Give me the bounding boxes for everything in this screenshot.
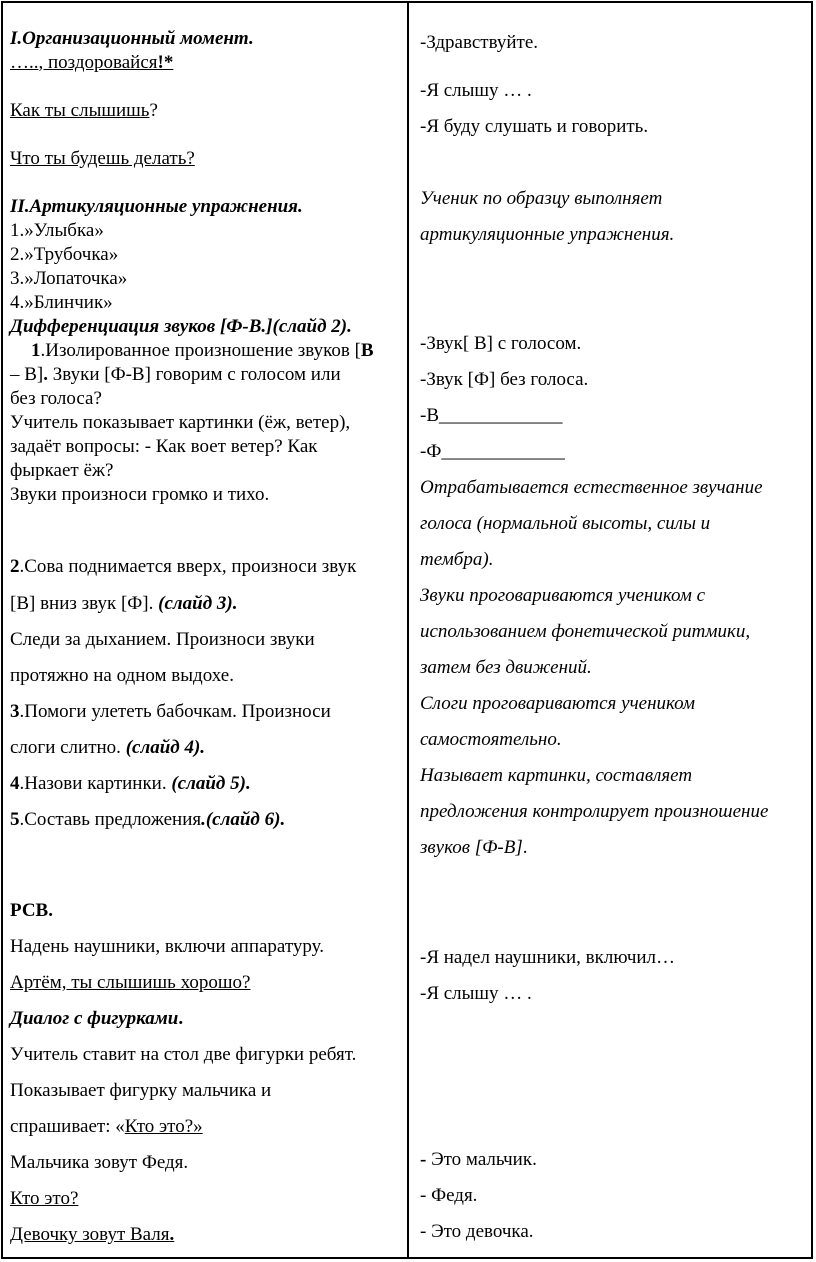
- org-moment-heading: I.Организационный момент.: [10, 28, 254, 49]
- exercise-4: 4.»Блинчик»: [10, 292, 113, 313]
- resp-boy-dash: -: [420, 1149, 432, 1170]
- resp-syllables-2: самостоятельно.: [420, 729, 562, 750]
- dialog-line4: Мальчика зовут Федя.: [10, 1152, 189, 1173]
- step5-text: .Составь предложения: [19, 809, 202, 830]
- resp-hear-2: -Я слышу … .: [420, 983, 532, 1004]
- exercise-3: 3.»Лопаточка»: [10, 268, 128, 289]
- step1-line7: Звуки произноси громко и тихо.: [10, 484, 270, 505]
- dialog-line6-dot: .: [169, 1224, 175, 1245]
- step4-number: 4: [10, 773, 20, 794]
- dialog-heading: [10, 1007, 183, 1031]
- dialog-line1: Учитель ставит на стол две фигурки ребят.: [10, 1044, 357, 1065]
- step1-line3: без голоса?: [10, 388, 102, 409]
- differentiation-heading: Дифференциация звуков [Ф-В.](слайд 2).: [10, 316, 352, 337]
- dialog-line6-text: Девочку зовут Валя: [10, 1224, 170, 1245]
- step3-slide: (слайд 4).: [125, 737, 206, 758]
- resp-fedya: - Федя.: [420, 1185, 478, 1206]
- step1-text-c: – В]: [10, 364, 44, 385]
- greeting-line: [10, 51, 173, 75]
- resp-hear: -Я слышу … .: [420, 80, 532, 101]
- resp-sound-f: -Звук [Ф] без голоса.: [420, 369, 589, 390]
- step2-text-a: .Сова поднимается вверх, произноси звук: [19, 556, 357, 577]
- greeting-mark: !*: [157, 52, 174, 73]
- resp-syllables-1: Слоги проговариваются учеником: [420, 693, 696, 714]
- articulation-heading: II.Артикуляционные упражнения.: [10, 196, 303, 217]
- resp-sound-v: -Звук[ В] с голосом.: [420, 333, 582, 354]
- rsv-line1: Надень наушники, включи аппаратуру.: [10, 936, 325, 957]
- step2-slide: (слайд 3).: [158, 593, 238, 614]
- dialog-line3: [10, 1115, 203, 1139]
- resp-will: -Я буду слушать и говорить.: [420, 116, 649, 137]
- step1-line1: [31, 339, 374, 363]
- resp-headphones: -Я надел наушники, включил…: [420, 947, 676, 968]
- step2-number: 2: [10, 556, 20, 577]
- greeting-dots: …..: [10, 52, 39, 73]
- step3-text-b: слоги слитно.: [10, 737, 126, 758]
- step3-line1: [10, 700, 331, 724]
- question-hear-text: Как ты слышишь: [10, 100, 150, 121]
- step3-text-a: .Помоги улететь бабочкам. Произноси: [19, 701, 331, 722]
- exercise-1: 1.»Улыбка»: [10, 220, 104, 241]
- resp-pictures-3: [420, 836, 528, 860]
- resp-pictures-3-text: звуков [Ф-В]: [420, 837, 523, 858]
- rsv-line2: Артём, ты слышишь хорошо?: [10, 972, 251, 993]
- resp-artic-2: артикуляционные упражнения.: [420, 224, 675, 245]
- step4-text: .Назови картинки.: [19, 773, 172, 794]
- step2-line3: Следи за дыханием. Произноси звуки: [10, 629, 315, 650]
- question-hear: [10, 99, 158, 123]
- resp-rhythm-3: затем без движений.: [420, 657, 592, 678]
- step2-text-b: [В] вниз звук [Ф].: [10, 593, 159, 614]
- step1-line6: фыркает ёж?: [10, 460, 114, 481]
- step2-line1: [10, 555, 356, 579]
- step3-number: 3: [10, 701, 20, 722]
- step5-slide: .(слайд 6).: [201, 809, 286, 830]
- resp-boy-text: Это мальчик.: [431, 1149, 537, 1170]
- step1-line5: задаёт вопросы: - Как воет ветер? Как: [10, 436, 318, 457]
- rsv-heading: РСВ.: [10, 900, 53, 921]
- exercise-2: 2.»Трубочка»: [10, 244, 119, 265]
- resp-girl: - Это девочка.: [420, 1221, 534, 1242]
- question-hear-mark: ?: [149, 100, 158, 121]
- resp-greeting: -Здравствуйте.: [420, 32, 539, 53]
- dialog-line3-b: Кто это?»: [124, 1116, 203, 1137]
- dialog-dot: .: [178, 1008, 184, 1029]
- resp-rhythm-2: использованием фонетической ритмики,: [420, 621, 751, 642]
- greeting-text: , поздоровайся: [38, 52, 158, 73]
- question-do: Что ты будешь делать?: [10, 148, 195, 169]
- resp-rhythm-1: Звуки проговариваются учеником с: [420, 585, 706, 606]
- dialog-line5: Кто это?: [10, 1188, 79, 1209]
- step2-line2: [10, 592, 237, 616]
- resp-blank-v: -В_____________: [420, 405, 563, 426]
- resp-pictures-3-dot: .: [522, 837, 528, 858]
- step4-line: [10, 772, 251, 796]
- step1-number: 1: [31, 340, 41, 361]
- step5-number: 5: [10, 809, 20, 830]
- step4-slide: (слайд 5).: [171, 773, 251, 794]
- step5-line: [10, 808, 285, 832]
- resp-voice-2: голоса (нормальной высоты, силы и: [420, 513, 711, 534]
- resp-pictures-2: предложения контролирует произношение: [420, 801, 769, 822]
- dialog-line3-a: спрашивает: «: [10, 1116, 125, 1137]
- step1-dot: .: [43, 364, 48, 385]
- step1-text-a: .Изолированное произношение звуков [: [40, 340, 361, 361]
- dialog-title: Диалог с фигурками: [10, 1008, 179, 1029]
- dialog-line6: [10, 1223, 174, 1247]
- step1-text-e: Звуки [Ф-В] говорим с голосом или: [48, 364, 341, 385]
- dialog-line2: Показывает фигурку мальчика и: [10, 1080, 272, 1101]
- step3-line2: [10, 736, 205, 760]
- resp-voice-3: тембра).: [420, 549, 494, 570]
- resp-voice-1: Отрабатывается естественное звучание: [420, 477, 763, 498]
- resp-boy: [420, 1148, 537, 1172]
- step2-line4: протяжно на одном выдохе.: [10, 665, 234, 686]
- resp-pictures-1: Называет картинки, составляет: [420, 765, 693, 786]
- step1-sound: В: [360, 340, 374, 361]
- resp-artic-1: Ученик по образцу выполняет: [420, 188, 663, 209]
- step1-line2: [10, 363, 341, 387]
- column-divider: [407, 1, 409, 1259]
- resp-blank-f: -Ф_____________: [420, 441, 565, 462]
- step1-line4: Учитель показывает картинки (ёж, ветер),: [10, 412, 351, 433]
